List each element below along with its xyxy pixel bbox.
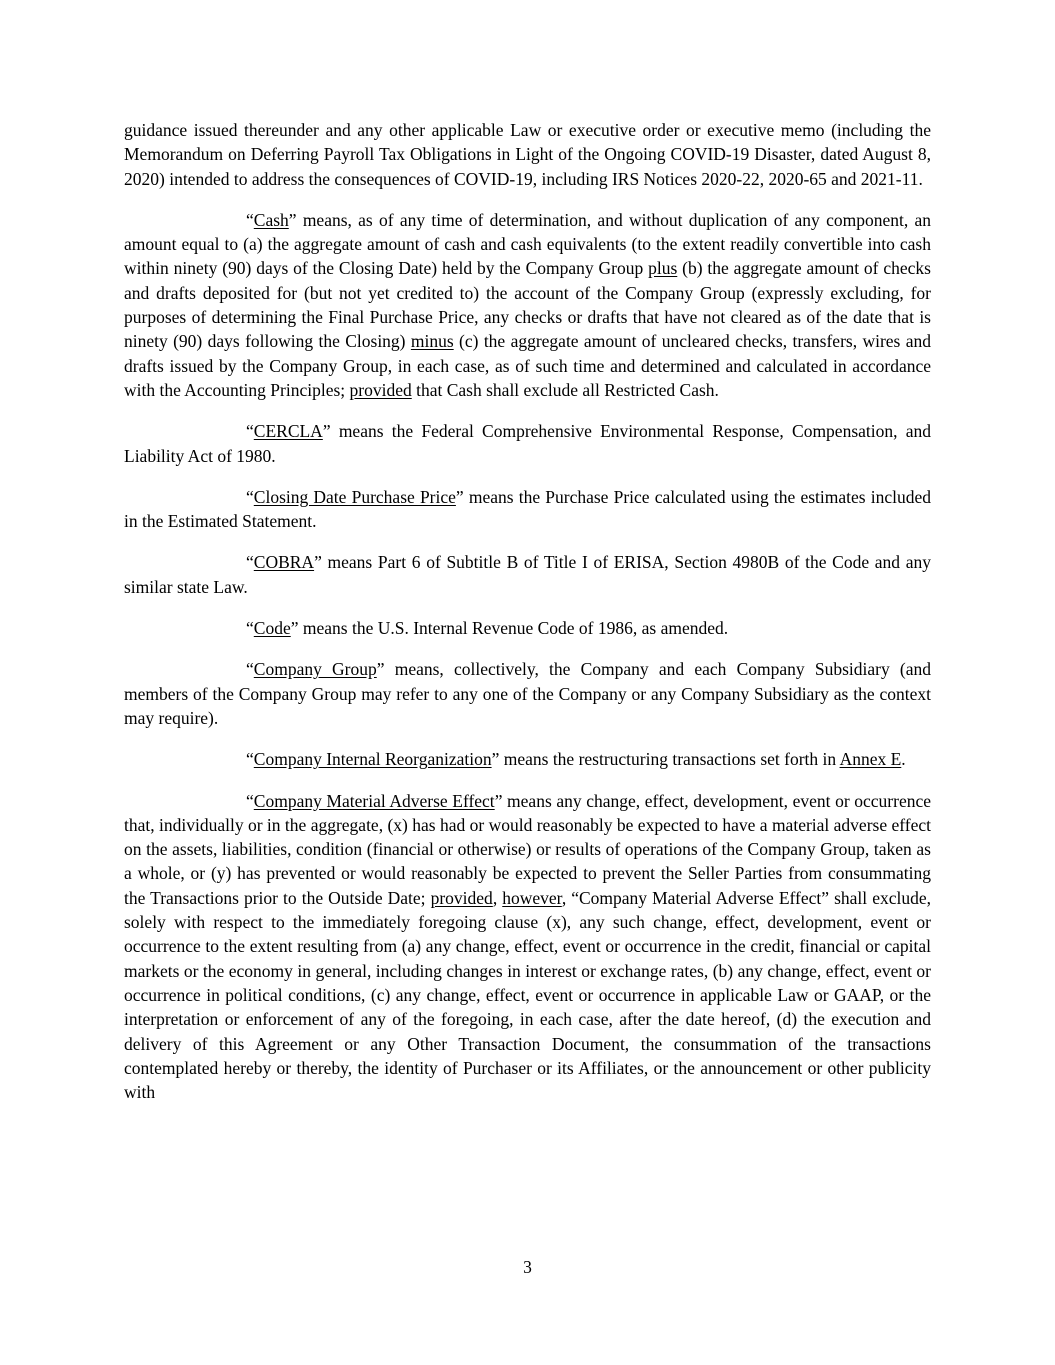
defined-term: CERCLA (253, 421, 323, 442)
text-segment: ” means, collectively, the Company and each Company Subsidiary (and members of the Company Group may refer to any one of the Company or any Company Subsidiary as the context may require). (124, 659, 931, 728)
defined-term: Closing Date Purchase Price (253, 486, 456, 507)
defined-term: Cash (253, 209, 289, 230)
paragraph (124, 419, 931, 468)
document-body (124, 118, 931, 1121)
paragraph (124, 208, 931, 402)
text-segment: ” means, as of any time of determination, and without duplication of any component, an amount equal to (a) the aggregate amount of cash and cash equivalents (to the extent readily convertible into cash within ninety (90) days of the Closing Date) held by the Company Group (124, 209, 931, 279)
paragraph (124, 485, 931, 534)
paragraph (124, 550, 931, 599)
paragraph (124, 747, 931, 771)
paragraph (124, 657, 931, 730)
paragraph (124, 789, 931, 1105)
text-segment: that Cash shall exclude all Restricted Cash. (411, 379, 719, 400)
text-segment: “ (246, 749, 254, 770)
text-segment: “ (246, 790, 254, 811)
defined-term: provided (349, 379, 412, 400)
text-segment: “ (246, 209, 254, 230)
text-segment: , “Company Material Adverse Effect” shall exclude, solely with respect to the immediately foregoing clause (x), any such change, effect, development, event or occurrence to the extent resulting from (a) any change, effect, event or occurrence in the credit, financial or capital markets or the economy in general, including changes in interest or exchange rates, (b) any change, effect, event or occurrence in political conditions, (c) any change, effect, event or occurrence in applicable Law or GAAP, or the interpretation or enforcement of any of the foregoing, in each case, after the date hereof, (d) the execution and delivery of this Agreement or any Other Transaction Document, the consummation of the transactions contemplated hereby or thereby, the identity of Purchaser or its Affiliates, or the announcement or other publicity with (124, 887, 931, 1103)
text-segment: ” means the Federal Comprehensive Environmental Response, Compensation, and Liability Act of 1980. (124, 421, 931, 466)
text-segment: ” means the U.S. Internal Revenue Code of 1986, as amended. (290, 618, 729, 639)
text-segment: ” means any change, effect, development, event or occurrence that, individually or in the aggregate, (x) has had or would reasonably be expected to have a material adverse effect on the assets, liabilities, condition (financial or otherwise) or results of operations of the Company Group, taken as a whole, or (y) has prevented or would reasonably be expected to prevent the Seller Parties from consummating the Transactions prior to the Outside Date; (124, 790, 931, 908)
defined-term: Company Material Adverse Effect (253, 790, 495, 811)
defined-term: plus (648, 258, 678, 279)
paragraph (124, 616, 931, 640)
text-segment: ” means the Purchase Price calculated using the estimates included in the Estimated Statement. (124, 486, 931, 532)
text-segment: “ (246, 421, 254, 442)
text-segment: “ (246, 552, 254, 573)
text-segment: (b) the aggregate amount of checks and drafts deposited for (but not yet credited to) the account of the Company Group (expressly excluding, for purposes of determining the Final Purchase Price, any checks or drafts that have not cleared as of the date that is ninety (90) days following the Closing) (124, 258, 931, 352)
text-segment: ” means the restructuring transactions set forth in (491, 749, 840, 770)
text-segment: . (901, 749, 906, 770)
text-segment: guidance issued thereunder and any other applicable Law or executive order or executive memo (including the Memorandum on Deferring Payroll Tax Obligations in Light of the Ongoing COVID-19 Disaster, dated August 8, 2020) intended to address the consequences of COVID-19, including IRS Notices 2020-22, 2020-65 and 2021-11. (124, 120, 931, 189)
text-segment: “ (246, 486, 254, 507)
defined-term: Annex E (839, 749, 902, 770)
paragraph (124, 118, 931, 191)
defined-term: minus (410, 331, 454, 352)
defined-term: provided (430, 887, 493, 908)
text-segment: “ (246, 659, 254, 680)
defined-term: Company Group (253, 659, 377, 680)
page-number: 3 (523, 1257, 532, 1277)
defined-term: COBRA (253, 552, 315, 573)
text-segment: ” means Part 6 of Subtitle B of Title I of ERISA, Section 4980B of the Code and any similar state Law. (124, 552, 931, 597)
defined-term: Code (253, 618, 291, 639)
text-segment: (c) the aggregate amount of uncleared checks, transfers, wires and drafts issued by the Company Group, in each case, as of such time and determined and calculated in accordance with the Accounting Principles; (124, 331, 931, 400)
text-segment: “ (246, 618, 254, 639)
defined-term: however (502, 887, 562, 908)
defined-term: Company Internal Reorganization (253, 749, 492, 770)
text-segment: , (492, 887, 503, 908)
